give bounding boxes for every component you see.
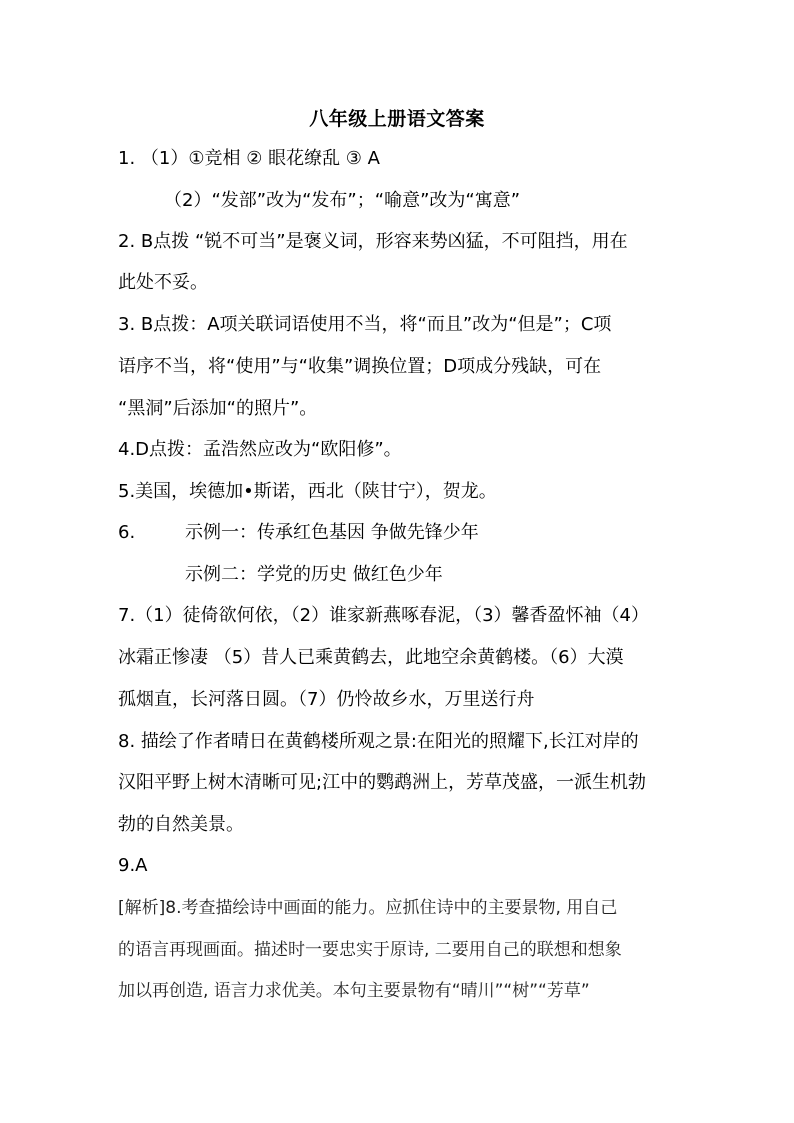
answer-4-line: 4.D点拨：孟浩然应改为“欧阳修”。 [118,439,402,460]
answer-8-line-3: 勃的自然美景。 [118,814,244,835]
answer-6-example-2: 示例二：学党的历史 做红色少年 [185,564,443,585]
answer-7-line-3: 孤烟直，长河落日圆。（7）仍怜故乡水，万里送行舟 [118,689,535,710]
answer-1-line-2: （2）“发部”改为“发布”；“喻意”改为“寓意” [164,190,521,211]
answer-9-line: 9.A [118,855,148,876]
page-title: 八年级上册语文答案 [309,108,485,130]
answer-1-line-1: 1. （1）①竞相 ② 眼花缭乱 ③ A [118,148,380,169]
answer-5-line: 5.美国，埃德加•斯诺，西北（陕甘宁），贺龙。 [118,481,497,502]
answer-8-line-1: 8. 描绘了作者晴日在黄鹤楼所观之景:在阳光的照耀下,长江对岸的 [118,731,639,752]
answer-2-line-2: 此处不妥。 [118,272,208,293]
answer-3-line-3: “黑洞”后添加“的照片”。 [118,398,318,419]
answer-7-line-2: 冰霜正惨凄 （5）昔人已乘黄鹤去，此地空余黄鹤楼。（6）大漠 [118,647,624,668]
answer-3-line-2: 语序不当，将“使用”与“收集”调换位置；D项成分残缺，可在 [118,356,602,377]
analysis-line-1: [解析]8.考查描绘诗中画面的能力。应抓住诗中的主要景物, 用自己 [118,898,618,918]
answer-6-number: 6. [118,522,136,543]
analysis-line-3: 加以再创造, 语言力求优美。本句主要景物有“晴川”“树”“芳草” [118,981,590,1001]
analysis-line-2: 的语言再现画面。描述时一要忠实于原诗, 二要用自己的联想和想象 [118,940,622,960]
answer-6-example-1: 示例一：传承红色基因 争做先锋少年 [185,522,479,543]
answer-7-line-1: 7.（1）徒倚欲何依，（2）谁家新燕啄春泥，（3）馨香盈怀袖（4） [118,605,649,626]
answer-2-line-1: 2. B点拨 “锐不可当”是褒义词，形容来势凶猛，不可阻挡，用在 [118,231,628,252]
answer-3-line-1: 3. B点拨：A项关联词语使用不当，将“而且”改为“但是”；C项 [118,314,612,335]
answer-8-line-2: 汉阳平野上树木清晰可见;江中的鹦鹉洲上，芳草茂盛，一派生机勃 [118,772,647,793]
